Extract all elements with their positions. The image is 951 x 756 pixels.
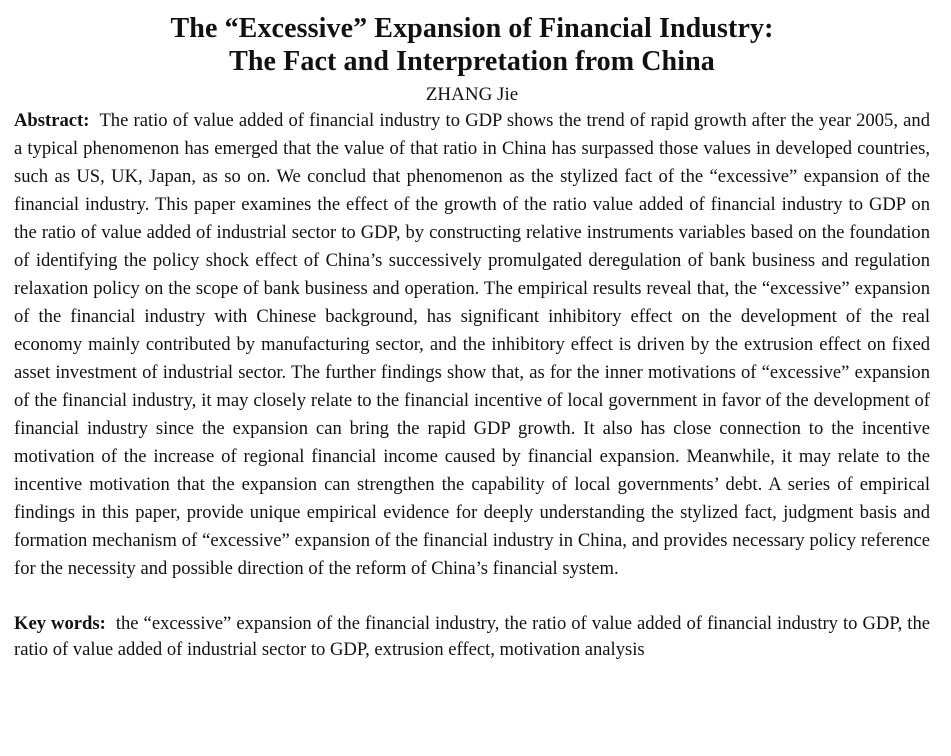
author-name: ZHANG Jie [425, 84, 519, 105]
abstract-paragraph [14, 107, 930, 583]
abstract-label: Abstract: [14, 110, 90, 131]
keywords-text: the “excessive” expansion of the financial industry, the ratio of value added of financial industry to GDP, the ratio of value added of industrial sector to GDP, extrusion effect, motivation analysis [14, 613, 930, 660]
paper-title [14, 12, 930, 78]
title-line-1: The “Excessive” Expansion of Financial Industry: [170, 13, 774, 44]
keywords-label: Key words: [14, 613, 106, 634]
paper-page [14, 12, 930, 682]
keywords-paragraph [14, 611, 930, 663]
title-line-2: The Fact and Interpretation from China [229, 46, 715, 77]
abstract-text: The ratio of value added of financial industry to GDP shows the trend of rapid growth after the year 2005, and a typical phenomenon has emerged that the value of that ratio in China has surpassed those values in developed countries, such as US, UK, Japan, as so on. We conclud that phenomenon as the stylized fact of the “excessive” expansion of the financial industry. This paper examines the effect of the growth of the ratio value added of financial industry to GDP on the ratio of value added of industrial sector to GDP, by constructing relative instruments variables based on the foundation of identifying the policy shock effect of China’s successively promulgated deregulation of bank business and regulation relaxation policy on the scope of bank business and operation. The empirical results reveal that, the “excessive” expansion of the financial industry with Chinese background, has significant inhibitory effect on the development of the real economy mainly contributed by manufacturing sector, and the inhibitory effect is driven by the extrusion effect on fixed asset investment of industrial sector. The further findings show that, as for the inner motivations of “excessive” expansion of the financial industry, it may closely relate to the financial incentive of local government in favor of the development of financial industry since the expansion can bring the rapid GDP growth. It also has close connection to the incentive motivation of the increase of regional financial income caused by financial expansion. Meanwhile, it may relate to the incentive motivation that the expansion can strengthen the capability of local governments’ debt. A series of empirical findings in this paper, provide unique empirical evidence for deeply understanding the stylized fact, judgment basis and formation mechanism of “excessive” expansion of the financial industry in China, and provides necessary policy reference for the necessity and possible direction of the reform of China’s financial system. [14, 110, 930, 579]
